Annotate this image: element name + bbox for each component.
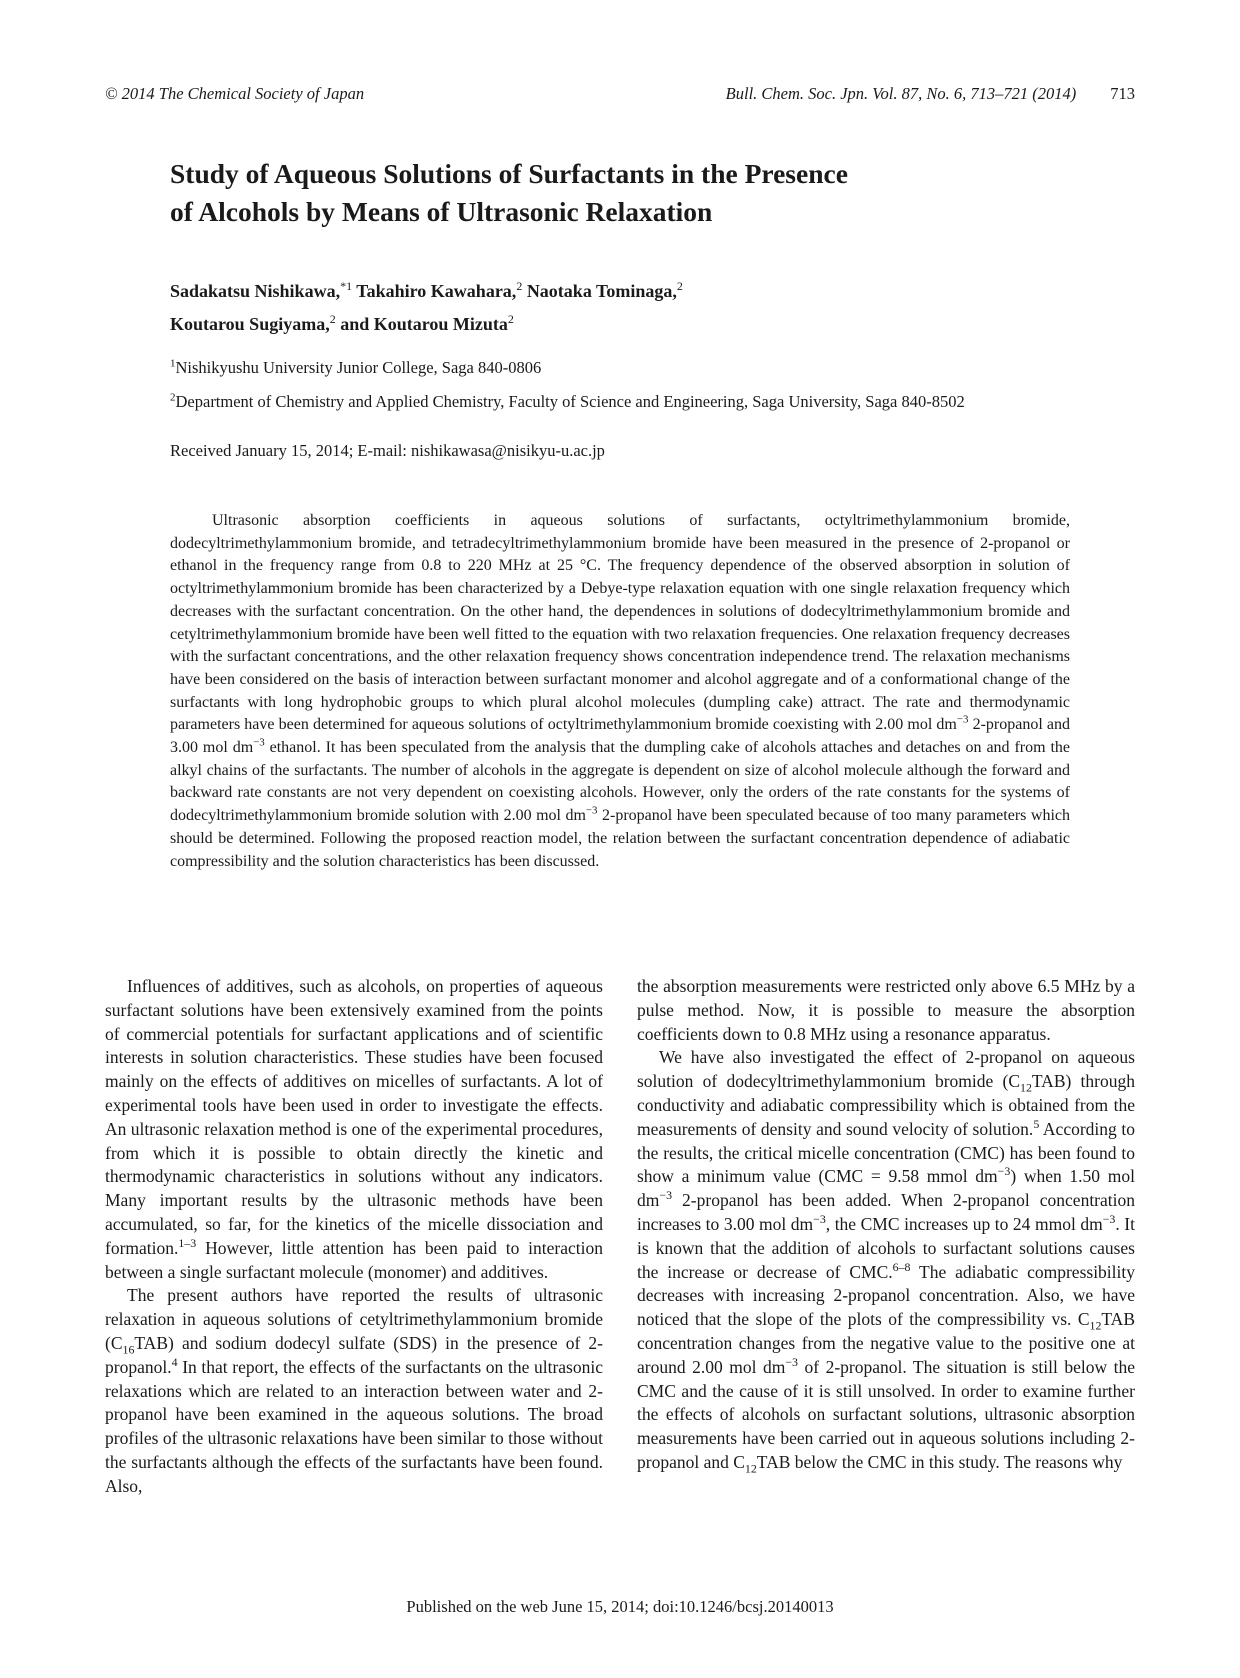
paragraph-previous-work — [105, 1284, 603, 1498]
author-line-1 — [170, 275, 683, 308]
abstract-sup-2: −3 — [253, 736, 265, 749]
subscript: 12 — [1020, 1080, 1032, 1095]
author-1: Sadakatsu Nishikawa, — [170, 281, 341, 301]
affiliation-1-mark: 1 — [170, 357, 176, 370]
superscript: −3 — [1102, 1212, 1116, 1227]
author-4-mark: 2 — [329, 312, 336, 326]
paragraph-propanol-text-10: of 2-propanol. The situation is still below the CMC and the cause of it is still unsolved. In order to examine further the effects of alcohols on surfactant solutions, ultrasonic absorption measurements have been carried out in aqueous solutions including 2-propanol and C — [637, 1356, 1136, 1472]
citation-ref: 5 — [1033, 1116, 1040, 1131]
author-list — [170, 275, 683, 341]
affiliation-2 — [170, 392, 965, 412]
superscript: −3 — [659, 1188, 673, 1203]
paragraph-propanol-text-11: TAB below the CMC in this study. The reasons why — [756, 1451, 1123, 1472]
superscript: −3 — [997, 1164, 1011, 1179]
author-3: Naotaka Tominaga, — [526, 281, 677, 301]
abstract-text-3: ethanol. It has been speculated from the analysis that the dumpling cake of alcohols attaches and detaches on and from the alkyl chains of the surfactants. The number of alcohols in the aggregate is dependent on size of alcohol molecule although the forward and backward rate constants are not very dependent on coexisting alcohols. However, only the orders of the rate constants for the systems of dodecyltrimethylammonium bromide solution with 2.00 mol dm — [170, 739, 1070, 825]
author-4: Koutarou Sugiyama, — [170, 314, 330, 334]
paragraph-propanol-text-6: , the CMC increases up to 24 mmol dm — [825, 1213, 1103, 1234]
paragraph-previous-work-text-3: In that report, the effects of the surfactants on the ultrasonic relaxations which are related to an interaction between water and 2-propanol have been examined in the aqueous solutions. The broad profiles of the ultrasonic relaxations have been similar to those without the surfactants although the effects of the surfactants have been found. Also, — [105, 1356, 603, 1496]
citation-ref: 6–8 — [892, 1259, 911, 1274]
paragraph-propanol-text-3: According to the results, the critical micelle concentration (CMC) has been found to show a minimum value (CMC = 9.58 mmol dm — [637, 1118, 1135, 1187]
affiliation-2-mark: 2 — [170, 391, 176, 404]
paragraph-intro — [105, 975, 603, 1284]
subscript: 12 — [1089, 1318, 1102, 1333]
author-5: and Koutarou Mizuta — [340, 314, 508, 334]
paragraph-propanol-text-2: TAB) through conductivity and adiabatic compressibility which is obtained from the measurements of density and sound velocity of solution. — [637, 1071, 1135, 1139]
paragraph-propanol-text-8: The adiabatic compressibility decreases with increasing 2-propanol concentration. Also, we have noticed that the slope of the plots of the compressibility vs. C — [637, 1261, 1136, 1330]
paragraph-propanol-text-4: ) when 1.50 mol dm — [637, 1166, 1135, 1211]
paragraph-previous-work-text-2: TAB) and sodium dodecyl sulfate (SDS) in the presence of 2-propanol. — [105, 1332, 603, 1377]
body-column-left — [105, 975, 603, 1499]
author-2: Takahiro Kawahara, — [356, 281, 517, 301]
paragraph-propanol-text-7: . It is known that the addition of alcohols to surfactant solutions causes the increase or decrease of CMC. — [637, 1213, 1135, 1282]
affiliation-2-text: Department of Chemistry and Applied Chemistry, Faculty of Science and Engineering, Saga University, Saga 840-8502 — [175, 392, 965, 411]
copyright-notice: © 2014 The Chemical Society of Japan — [105, 84, 365, 103]
abstract-sup-1: −3 — [956, 714, 969, 726]
citation-ref: 1–3 — [178, 1235, 197, 1250]
affiliation-1 — [170, 358, 541, 378]
paragraph-intro-text-cont: However, little attention has been paid to interaction between a single surfactant molecule (monomer) and additives. — [105, 1237, 603, 1282]
paragraph-previous-work-text: The present authors have reported the results of ultrasonic relaxation in aqueous solutions of cetyltrimethylammonium bromide (C — [105, 1285, 603, 1353]
paragraph-continued: the absorption measurements were restricted only above 6.5 MHz by a pulse method. Now, it is possible to measure the absorption coefficients down to 0.8 MHz using a resonance apparatus. — [637, 976, 1135, 1044]
citation-ref: 4 — [171, 1354, 178, 1369]
author-2-mark: 2 — [516, 279, 523, 293]
title-line-2: of Alcohols by Means of Ultrasonic Relaxation — [170, 196, 713, 227]
article-title — [170, 155, 1070, 231]
abstract-text-2: 2-propanol and 3.00 mol dm — [170, 716, 1071, 757]
paragraph-intro-text: Influences of additives, such as alcohols, on properties of aqueous surfactant solutions have been extensively examined from the points of commercial potentials for surfactant applications and of scientific interests in solution characteristics. These studies have been focused mainly on the effects of additives on micelles of surfactants. A lot of experimental tools have been used in order to investigate the effects. An ultrasonic relaxation method is one of the experimental procedures, from which it is possible to obtain directly the kinetic and thermodynamic characteristics in solutions without any indicators. Many important results by the ultrasonic methods have been accumulated, so far, for the kinetics of the micelle dissociation and formation. — [105, 976, 603, 1258]
abstract-text-1: Ultrasonic absorption coefficients in aqueous solutions of surfactants, octyltrimethylammonium bromide, dodecyltrimethylammonium bromide, and tetradecyltrimethylammonium bromide have been measured in the presence of 2-propanol or ethanol in the frequency range from 0.8 to 220 MHz at 25 °C. The frequency dependence of the observed absorption in solution of octyltrimethylammonium bromide has been characterized by a Debye-type relaxation equation with one single relaxation frequency which decreases with the surfactant concentration. On the other hand, the dependences in solutions of dodecyltrimethylammonium bromide and cetyltrimethylammonium bromide have been well fitted to the equation with two relaxation frequencies. One relaxation frequency decreases with the surfactant concentrations, and the other relaxation frequency shows concentration independence trend. The relaxation mechanisms have been considered on the basis of interaction between surfactant monomer and alcohol aggregate and of a conformational change of the surfactants with long hydrophobic groups to which plural alcohol molecules (dumpling cake) attract. The rate and thermodynamic parameters have been determined for aqueous solutions of octyltrimethylammonium bromide coexisting with 2.00 mol dm — [170, 512, 1070, 734]
running-header — [726, 84, 1135, 104]
abstract — [170, 510, 1070, 873]
received-and-email: Received January 15, 2014; E-mail: nishikawasa@nisikyu-u.ac.jp — [170, 441, 605, 460]
superscript: −3 — [813, 1212, 826, 1227]
affiliation-1-text: Nishikyushu University Junior College, Saga 840-0806 — [175, 358, 542, 377]
paragraph-propanol-effect — [637, 1046, 1135, 1474]
author-5-mark: 2 — [507, 312, 514, 326]
abstract-sup-3: −3 — [585, 804, 598, 817]
page-number: 713 — [1110, 84, 1135, 103]
superscript: −3 — [785, 1354, 798, 1369]
publication-footer: Published on the web June 15, 2014; doi:10.1246/bcsj.20140013 — [406, 1597, 834, 1616]
author-line-2 — [170, 308, 683, 341]
subscript: 12 — [744, 1461, 757, 1476]
paragraph-propanol-text-9: TAB concentration changes from the negative value to the positive one at around 2.00 mol dm — [637, 1309, 1135, 1377]
journal-citation: Bull. Chem. Soc. Jpn. Vol. 87, No. 6, 713–721 (2014) — [725, 84, 1077, 103]
paragraph-propanol-text-1: We have also investigated the effect of 2-propanol on aqueous solution of dodecyltrimethylammonium bromide (C — [637, 1047, 1135, 1092]
author-1-mark: *1 — [340, 279, 353, 293]
abstract-text-4: 2-propanol have been speculated because of too many parameters which should be determined. Following the proposed reaction model, the relation between the surfactant concentration dependence of adiabatic compressibility and the solution characteristics has been discussed. — [170, 807, 1070, 870]
author-3-mark: 2 — [676, 279, 683, 293]
title-line-1: Study of Aqueous Solutions of Surfactants in the Presence — [170, 158, 848, 189]
body-column-right — [637, 975, 1135, 1475]
paragraph-propanol-text-5: 2-propanol has been added. When 2-propanol concentration increases to 3.00 mol dm — [637, 1190, 1135, 1234]
subscript: 16 — [122, 1342, 135, 1357]
